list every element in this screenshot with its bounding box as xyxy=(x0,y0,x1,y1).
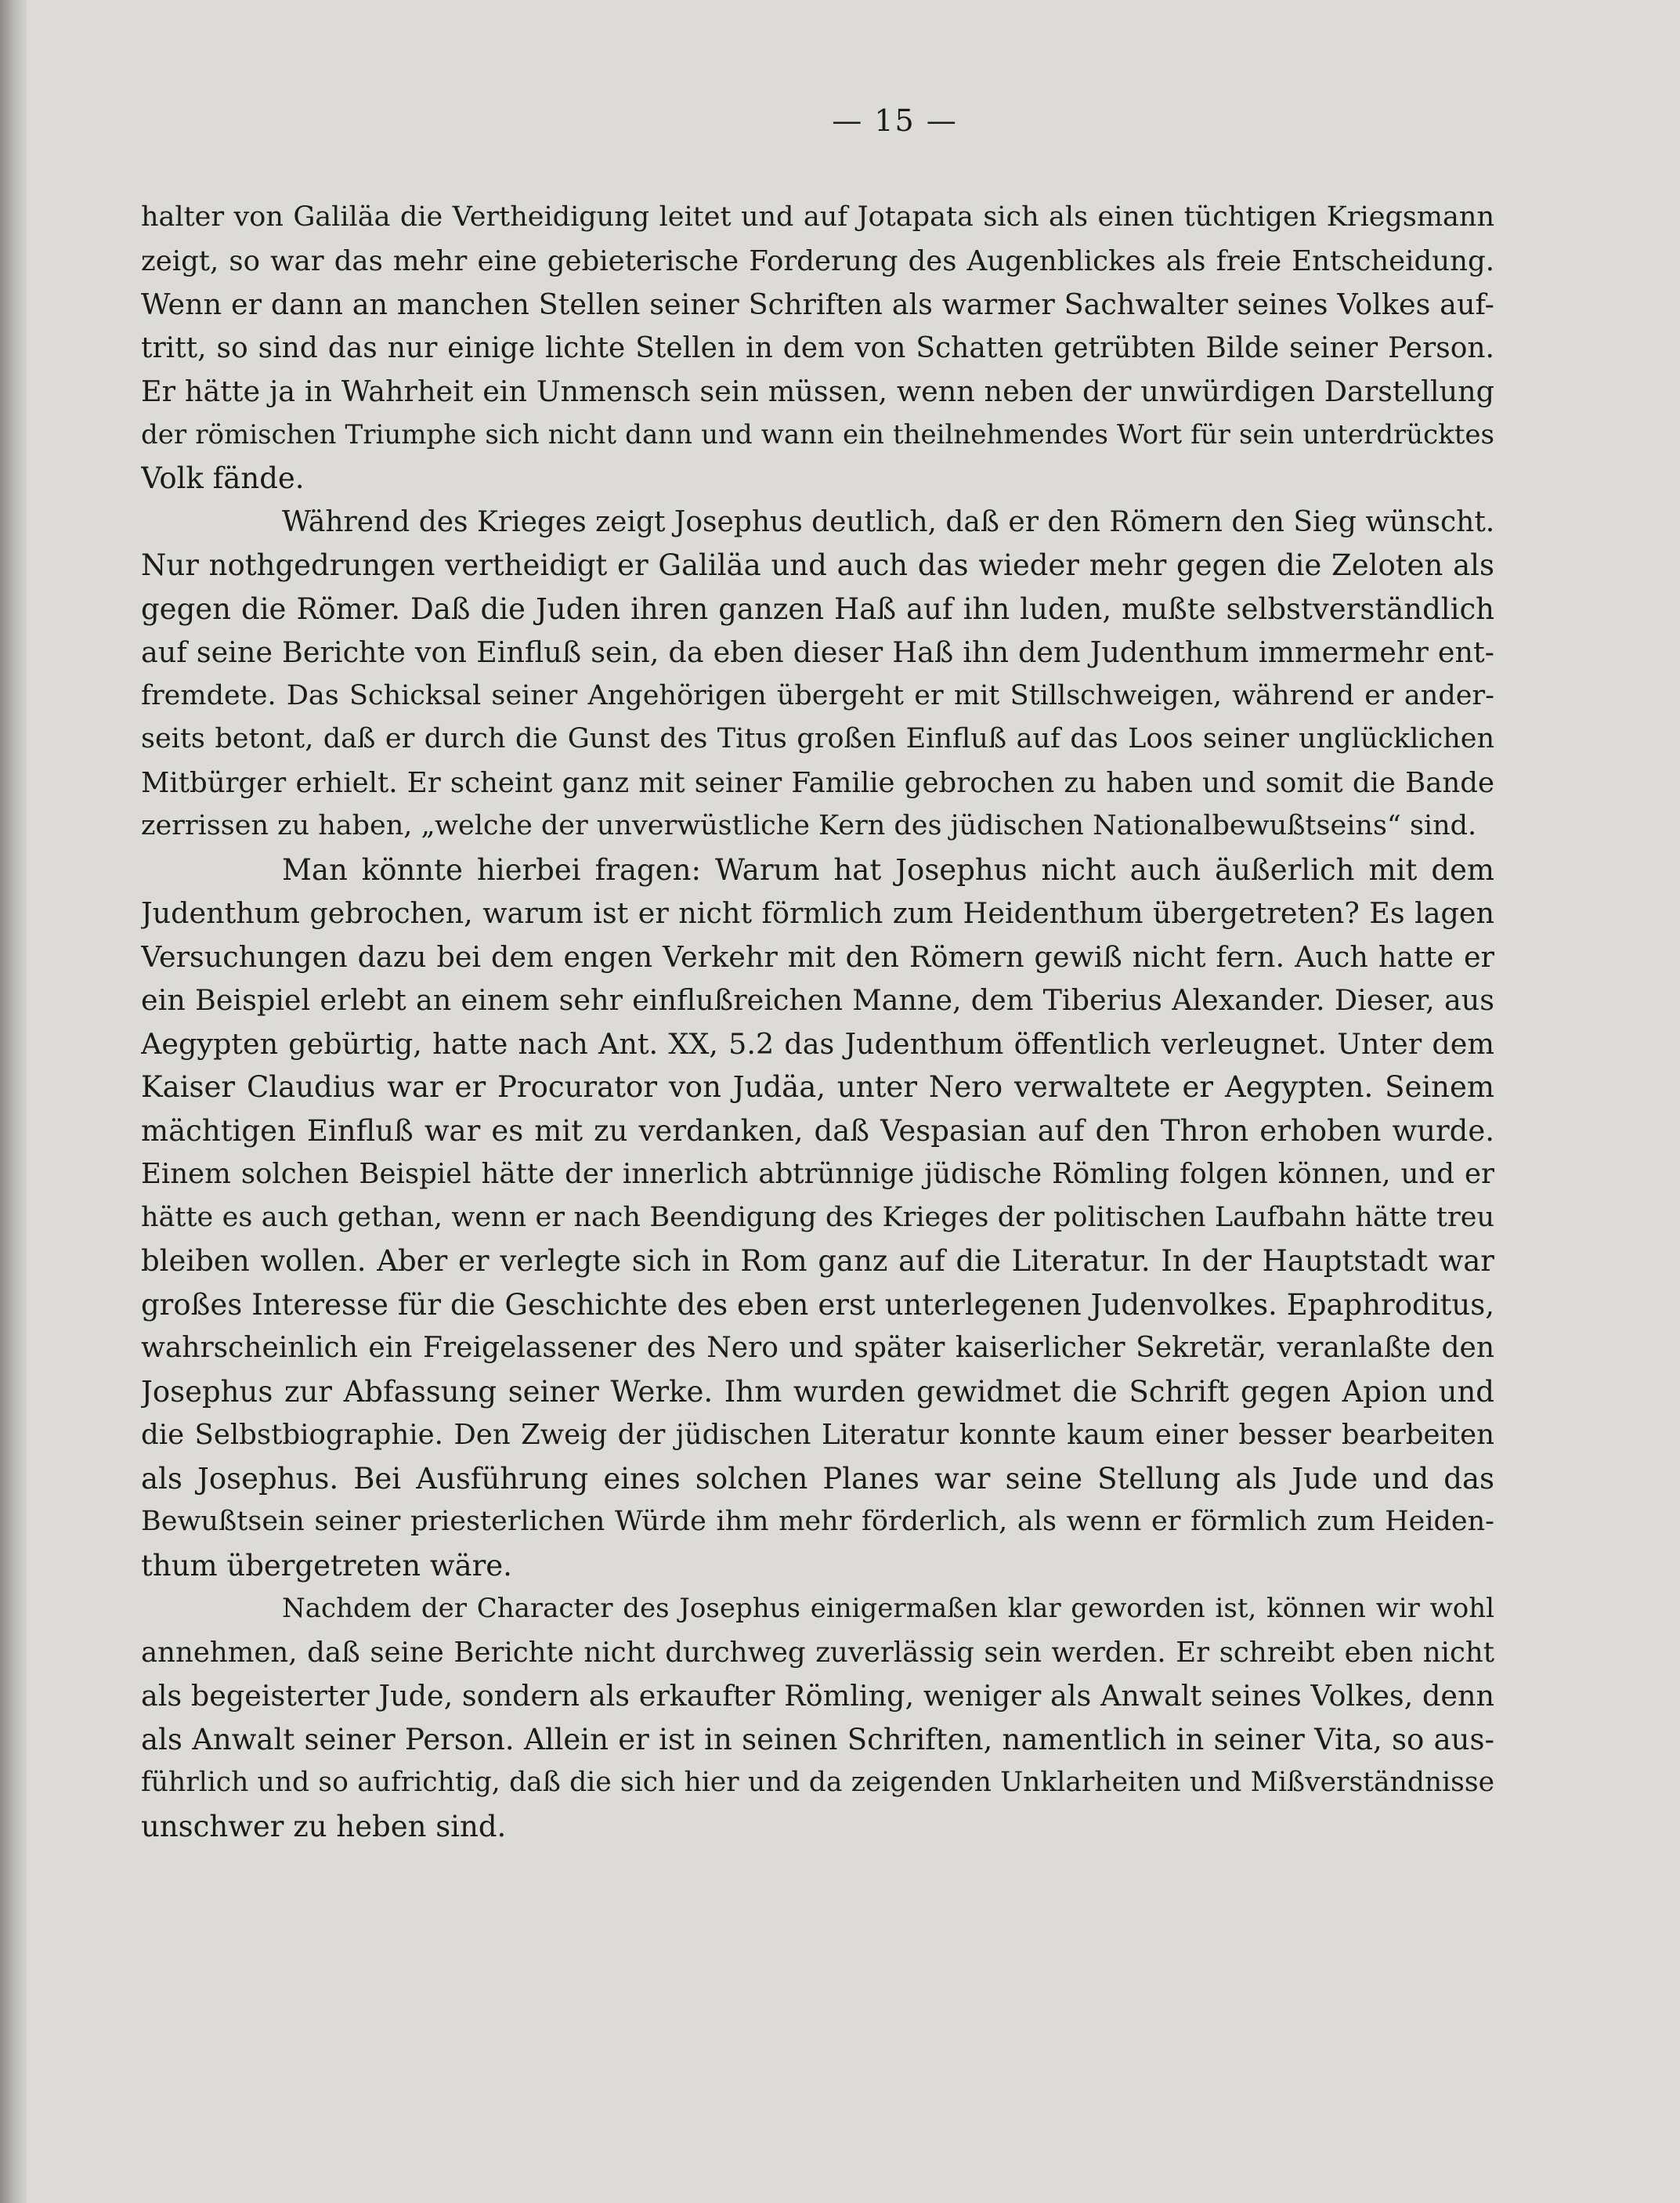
paragraph-4 xyxy=(141,1587,1494,1848)
text-line: Aegypten gebürtig, hatte nach Ant. XX, 5.2 das Judenthum öffentlich verleugnet. Unter dem xyxy=(141,1026,1494,1061)
body-text xyxy=(141,196,1494,1848)
text-line: als Anwalt seiner Person. Allein er ist in seinen Schriften, namentlich in seiner Vita, so aus- xyxy=(141,1722,1494,1756)
text-line: annehmen, daß seine Berichte nicht durchweg zuverlässig sein werden. Er schreibt eben nicht xyxy=(141,1636,1494,1669)
text-line: mächtigen Einfluß war es mit zu verdanken, daß Vespasian auf den Thron erhoben wurde. xyxy=(141,1113,1494,1148)
text-line: Nur nothgedrungen vertheidigt er Galiläa und auch das wieder mehr gegen die Zeloten als xyxy=(141,548,1494,582)
text-line: auf seine Berichte von Einfluß sein, da eben dieser Haß ihn dem Judenthum immermehr ent- xyxy=(141,635,1494,669)
text-line: Judenthum gebrochen, warum ist er nicht förmlich zum Heidenthum übergetreten? Es lagen xyxy=(141,896,1494,930)
text-line: zerrissen zu haben, „welche der unverwüstliche Kern des jüdischen Nationalbewußtseins“ sind. xyxy=(141,810,1477,841)
text-line: unschwer zu heben sind. xyxy=(141,1809,507,1843)
text-line: die Selbstbiographie. Den Zweig der jüdischen Literatur konnte kaum einer besser bearbeiten xyxy=(141,1419,1494,1451)
text-line: Man könnte hierbei fragen: Warum hat Josephus nicht auch äußerlich mit dem xyxy=(282,852,1494,887)
text-line: thum übergetreten wäre. xyxy=(141,1548,512,1583)
text-line: zeigt, so war das mehr eine gebieterische Forderung des Augenblickes als freie Entscheidung. xyxy=(141,244,1494,277)
text-line: Versuchungen dazu bei dem engen Verkehr mit den Römern gewiß nicht fern. Auch hatte er xyxy=(141,939,1494,974)
text-line: Volk fände. xyxy=(141,461,305,495)
text-line: großes Interesse für die Geschichte des eben erst unterlegenen Judenvolkes. Epaphroditus, xyxy=(141,1287,1494,1322)
text-line: bleiben wollen. Aber er verlegte sich in Rom ganz auf die Literatur. In der Hauptstadt war xyxy=(141,1244,1494,1278)
text-line: halter von Galiläa die Vertheidigung leitet und auf Jotapata sich als einen tüchtigen Kriegsmann xyxy=(141,201,1494,233)
text-line: der römischen Triumphe sich nicht dann und wann ein theilnehmendes Wort für sein unterdrücktes xyxy=(141,418,1494,450)
text-line: ein Beispiel erlebt an einem sehr einflußreichen Manne, dem Tiberius Alexander. Dieser, aus xyxy=(141,983,1494,1017)
paragraph-3 xyxy=(141,848,1494,1588)
paragraph-2 xyxy=(141,501,1494,848)
text-line: Bewußtsein seiner priesterlichen Würde ihm mehr förderlich, als wenn er förmlich zum Heiden- xyxy=(141,1506,1494,1537)
text-line: fremdete. Das Schicksal seiner Angehörigen übergeht er mit Stillschweigen, während er ander- xyxy=(141,679,1494,711)
text-line: Einem solchen Beispiel hätte der innerlich abtrünnige jüdische Römling folgen können, und er xyxy=(141,1158,1494,1190)
text-line: Nachdem der Character des Josephus einigermaßen klar geworden ist, können wir wohl xyxy=(282,1593,1494,1624)
text-line: als begeisterter Jude, sondern als erkaufter Römling, weniger als Anwalt seines Volkes, denn xyxy=(141,1679,1494,1713)
text-line: Josephus zur Abfassung seiner Werke. Ihm wurden gewidmet die Schrift gegen Apion und xyxy=(141,1374,1494,1409)
text-line: Mitbürger erhielt. Er scheint ganz mit seiner Familie gebrochen zu haben und somit die Bande xyxy=(141,766,1494,799)
text-line: Kaiser Claudius war er Procurator von Judäa, unter Nero verwaltete er Aegypten. Seinem xyxy=(141,1070,1494,1104)
page-binding-shadow xyxy=(0,0,27,2203)
text-line: als Josephus. Bei Ausführung eines solchen Planes war seine Stellung als Jude und das xyxy=(141,1461,1494,1496)
text-line: Er hätte ja in Wahrheit ein Unmensch sein müssen, wenn neben der unwürdigen Darstellung xyxy=(141,374,1494,408)
paragraph-1 xyxy=(141,196,1494,501)
text-line: Wenn er dann an manchen Stellen seiner Schriften als warmer Sachwalter seines Volkes auf- xyxy=(141,288,1494,321)
text-line: Während des Krieges zeigt Josephus deutlich, daß er den Römern den Sieg wünscht. xyxy=(282,505,1494,538)
text-line: hätte es auch gethan, wenn er nach Beendigung des Krieges der politischen Laufbahn hätte treu xyxy=(141,1201,1494,1233)
page-number: — 15 — xyxy=(832,103,958,138)
text-line: führlich und so aufrichtig, daß die sich hier und da zeigenden Unklarheiten und Mißverständnisse xyxy=(141,1767,1494,1798)
text-line: tritt, so sind das nur einige lichte Stellen in dem von Schatten getrübten Bilde seiner Person. xyxy=(141,331,1494,364)
text-line: seits betont, daß er durch die Gunst des Titus großen Einfluß auf das Loos seiner unglücklichen xyxy=(141,723,1494,754)
text-line: gegen die Römer. Daß die Juden ihren ganzen Haß auf ihn luden, mußte selbstverständlich xyxy=(141,591,1494,626)
text-line: wahrscheinlich ein Freigelassener des Nero und später kaiserlicher Sekretär, veranlaßte den xyxy=(141,1332,1494,1364)
